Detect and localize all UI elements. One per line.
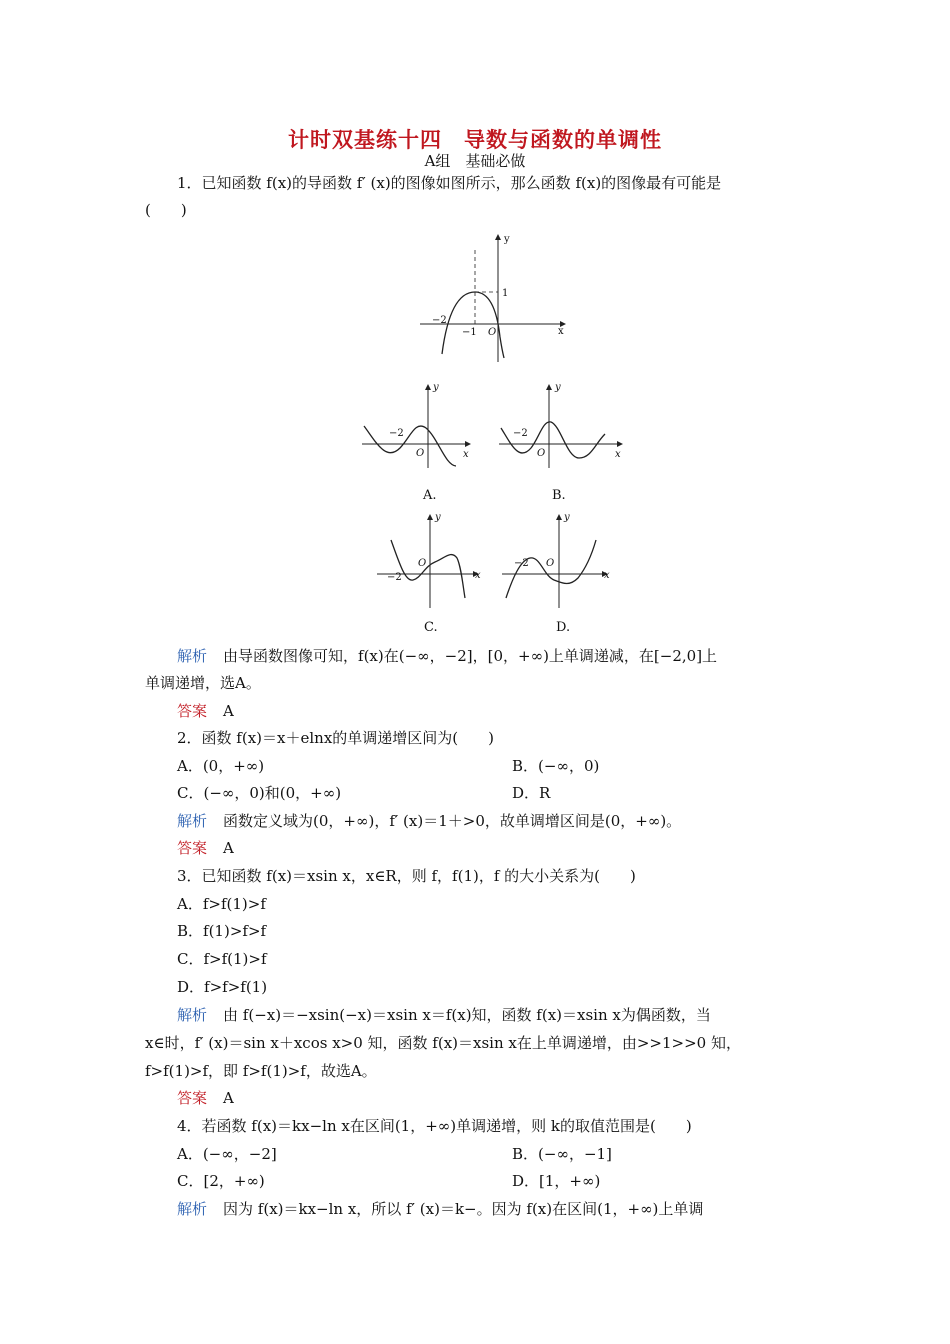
q3-text: 3．已知函数 f(x)＝xsin x，x∈R，则 f，f(1)，f 的大小关系为( ) [177,867,636,885]
option-d-minus2-label: −2 [514,558,529,569]
option-a-caption: A. [423,488,437,503]
q1-answer-label: 答案 [177,702,208,720]
q1-answer [177,701,234,721]
q2-answer-value: A [223,839,234,857]
q4-text: 4．若函数 f(x)＝kx−ln x在区间(1，+∞)单调递增，则 k的取值范围是( ) [177,1117,692,1135]
q3-analysis-label: 解析 [177,1006,208,1024]
q4-option-a: A．(−∞，−2] [177,1145,277,1163]
q3-analysis-line2: x∈时，f′ (x)＝sin x＋xcos x>0 知，函数 f(x)＝xsin x在上单调递增，由>>1>>0 知， [145,1034,741,1052]
q1-analysis-text: 由导函数图像可知，f(x)在(−∞，−2]，[0，+∞)上单调递减，在[−2,0]上 [223,647,718,665]
option-b-minus2-label: −2 [513,428,528,439]
q2-analysis [177,811,681,831]
q3-analysis-line3: f>f(1)>f，即 f>f(1)>f，故选A。 [145,1062,377,1080]
q3-option-d: D．f>f>f(1) [177,978,268,996]
option-b-y-label: y [555,382,561,393]
option-b-x-label: x [615,449,621,460]
q1-blank: ( ) [145,201,187,219]
q2-option-d: D．R [512,784,551,802]
page-title: 计时双基练十四 导数与函数的单调性 [288,127,662,152]
option-a-y-label: y [433,382,439,393]
q4-analysis-text: 因为 f(x)＝kx−ln x，所以 f′ (x)＝k−。因为 f(x)在区间(1，+∞)上单调 [223,1200,704,1218]
option-c-minus2-label: −2 [387,572,402,583]
q1-graph-origin-label: O [488,327,497,338]
q3-analysis-text: 由 f(−x)＝−xsin(−x)＝xsin x＝f(x)知，函数 f(x)＝xsin x为偶函数，当 [223,1006,711,1024]
option-c-origin-label: O [418,558,427,569]
q1-graph-minus2-label: −2 [432,315,447,326]
q1-graph-y-label: y [504,234,510,245]
q2-answer-label: 答案 [177,839,208,857]
q1-graph-one-label: 1 [502,288,509,299]
option-b-caption: B. [552,488,566,503]
q1-analysis-label: 解析 [177,647,208,665]
option-c-caption: C. [424,620,438,635]
q4-option-c: C．[2，+∞) [177,1172,265,1190]
option-a-minus2-label: −2 [389,428,404,439]
q4-analysis [177,1199,703,1219]
q3-option-c: C．f>f(1)>f [177,950,267,968]
q2-answer [177,838,234,858]
q2-option-c: C．(−∞，0)和(0，+∞) [177,784,342,802]
option-a-graph [360,380,475,472]
option-d-x-label: x [604,570,610,581]
option-d-origin-label: O [546,558,555,569]
option-a-origin-label: O [416,448,425,459]
option-d-y-label: y [564,512,570,523]
q2-analysis-label: 解析 [177,812,208,830]
q4-option-d: D．[1，+∞) [512,1172,601,1190]
q1-analysis-line2: 单调递增，选A。 [145,674,261,692]
q3-option-b: B．f(1)>f>f [177,922,267,940]
q4-analysis-label: 解析 [177,1200,208,1218]
q3-answer-value: A [223,1089,234,1107]
q2-option-a: A．(0，+∞) [177,757,265,775]
q3-answer-label: 答案 [177,1089,208,1107]
q3-answer [177,1088,234,1108]
option-b-graph [497,380,627,472]
option-d-caption: D. [556,620,571,635]
q2-analysis-text: 函数定义域为(0，+∞)，f′ (x)＝1＋>0，故单调增区间是(0，+∞)。 [223,812,682,830]
q1-graph-minus1-label: −1 [462,327,477,338]
q1-analysis [177,646,717,666]
q1-derivative-graph [420,232,570,364]
q1-text: 1．已知函数 f(x)的导函数 f′ (x)的图像如图所示，那么函数 f(x)的图像最有可能是 [177,174,722,192]
q2-option-b: B．(−∞，0) [512,757,600,775]
option-c-x-label: x [475,570,481,581]
q4-option-b: B．(−∞，−1] [512,1145,612,1163]
option-c-graph [375,510,490,610]
q3-analysis [177,1005,711,1025]
section-subtitle: A组 基础必做 [424,152,526,170]
q1-answer-value: A [223,702,234,720]
option-d-graph [500,510,615,610]
option-a-x-label: x [463,449,469,460]
option-c-y-label: y [435,512,441,523]
q2-text: 2．函数 f(x)＝x＋elnx的单调递增区间为( ) [177,729,494,747]
q3-option-a: A．f>f(1)>f [177,895,266,913]
option-b-origin-label: O [537,448,546,459]
q1-graph-x-label: x [558,326,564,337]
